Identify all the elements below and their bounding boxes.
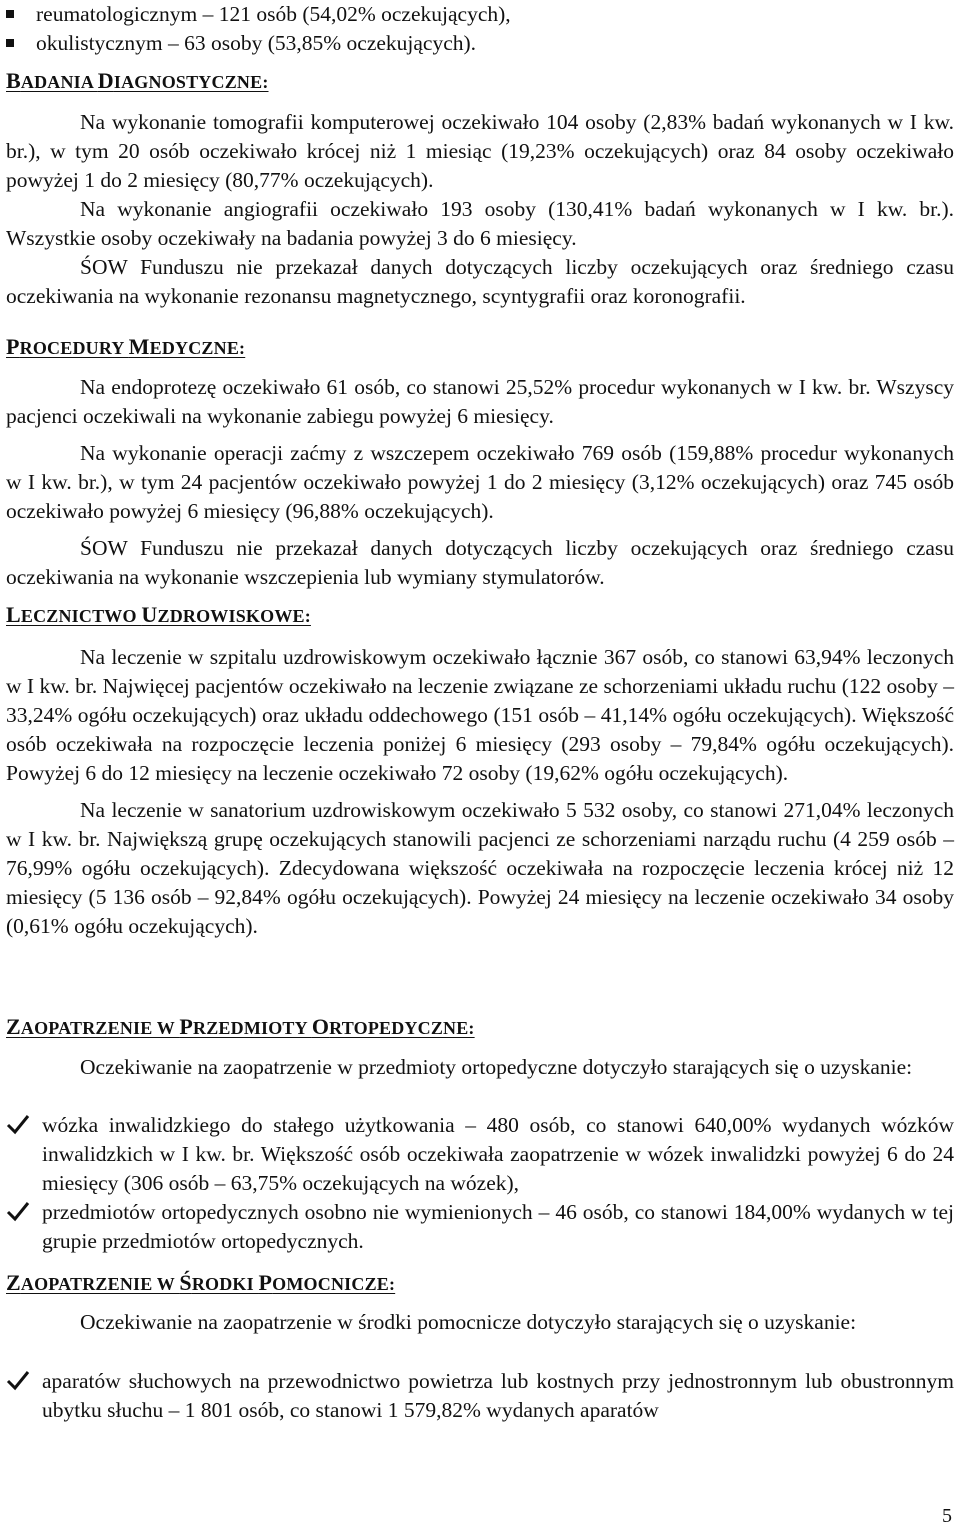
section-heading-ortopedyczne: ZAOPATRZENIE W PRZEDMIOTY ORTOPEDYCZNE: (6, 1014, 475, 1039)
checkmark-icon (6, 1369, 30, 1391)
paragraph: ŚOW Funduszu nie przekazał danych dotyczących liczby oczekujących oraz średniego czasu oczekiwania na wykonanie wszczepienia lub wymiany stymulatorów. (6, 536, 954, 589)
page-number: 5 (942, 1505, 952, 1527)
section-heading-procedury: PROCEDURY MEDYCZNE: (6, 334, 246, 359)
paragraph: Na leczenie w sanatorium uzdrowiskowym oczekiwało 5 532 osoby, co stanowi 271,04% leczonych w I kw. br. Największą grupę oczekujących stanowili pacjenci ze schorzeniami narządu ruchu (4 259 osób – 76,99% ogółu oczekujących). Zdecydowana większość oczekiwała na rozpoczęcie leczenia krócej niż 12 miesięcy (5 136 osób – 92,84% ogółu oczekujących). Powyżej 24 miesięcy na leczenie oczekiwało 34 osoby (0,61% ogółu oczekujących). (6, 798, 954, 938)
pomocnicze-intro (6, 1308, 954, 1337)
paragraph: Na wykonanie operacji zaćmy z wszczepem oczekiwało 769 osób (159,88% procedur wykonanych w I kw. br.), w tym 24 pacjentów oczekiwało powyżej 1 do 2 miesięcy (3,12% oczekujących) oraz 745 osób oczekiwało powyżej 6 miesięcy (96,88% oczekujących). (6, 441, 954, 523)
section-heading-lecznictwo: LECZNICTWO UZDROWISKOWE: (6, 602, 311, 627)
square-bullet-icon (6, 10, 14, 18)
paragraph: Na leczenie w szpitalu uzdrowiskowym oczekiwało łącznie 367 osób, co stanowi 63,94% leczonych w I kw. br. Najwięcej pacjentów oczekiwało na leczenie związane ze schorzeniami układu ruchu (122 osoby – 33,24% ogółu oczekujących) oraz układu oddechowego (151 osób – 41,14% ogółu oczekujących). Większość osób oczekiwała na rozpoczęcie leczenia poniżej 6 miesięcy (293 osoby – 79,84% ogółu oczekujących). Powyżej 6 do 12 miesięcy na leczenie oczekiwało 72 osoby (19,62% ogółu oczekujących). (6, 645, 954, 785)
paragraph: Oczekiwanie na zaopatrzenie w środki pomocnicze dotyczyło starających się o uzyskanie: (80, 1310, 857, 1334)
procedury-paragraphs (6, 373, 954, 592)
checkmark-icon (6, 1200, 30, 1222)
section-heading-badania: BADANIA DIAGNOSTYCZNE: (6, 68, 269, 93)
paragraph: Na endoprotezę oczekiwało 61 osób, co stanowi 25,52% procedur wykonanych w I kw. br. Wszyscy pacjenci oczekiwali na wykonanie zabiegu powyżej 6 miesięcy. (6, 375, 954, 428)
list-item: aparatów słuchowych na przewodnictwo powietrza lub kostnych przy jednostronnym lub obustronnym ubytku słuchu – 1 801 osób, co stanowi 1 579,82% wydanych aparatów (6, 1367, 954, 1425)
list-item: przedmiotów ortopedycznych osobno nie wymienionych – 46 osób, co stanowi 184,00% wydanych w tej grupie przedmiotów ortopedycznych. (6, 1198, 954, 1256)
lecznictwo-paragraphs (6, 643, 954, 941)
list-item: reumatologicznym – 121 osób (54,02% oczekujących), (6, 0, 954, 29)
badania-paragraphs (6, 108, 954, 311)
ortopedyczne-intro (6, 1053, 954, 1082)
checkmark-icon (6, 1113, 30, 1135)
list-item: okulistycznym – 63 osoby (53,85% oczekujących). (6, 29, 954, 58)
ortopedyczne-checklist (6, 1111, 954, 1256)
paragraph: Oczekiwanie na zaopatrzenie w przedmioty ortopedyczne dotyczyło starających się o uzyskanie: (80, 1055, 913, 1079)
pomocnicze-checklist (6, 1367, 954, 1425)
square-bullet-icon (6, 39, 14, 47)
list-item: wózka inwalidzkiego do stałego użytkowania – 480 osób, co stanowi 640,00% wydanych wózków inwalidzkich w I kw. br. Większość osób oczekiwała zaopatrzenie w wózek inwalidzki powyżej 6 do 24 miesięcy (306 osób – 63,75% oczekujących na wózek), (6, 1111, 954, 1198)
paragraph: Na wykonanie tomografii komputerowej oczekiwało 104 osoby (2,83% badań wykonanych w I kw. br.), w tym 20 osób oczekiwało krócej niż 1 miesiąc (19,23% oczekujących) oraz 84 osoby oczekiwało powyżej 1 do 2 miesięcy (80,77% oczekujących). (6, 110, 954, 192)
paragraph: Na wykonanie angiografii oczekiwało 193 osoby (130,41% badań wykonanych w I kw. br.). Wszystkie osoby oczekiwały na badania powyżej 3 do 6 miesięcy. (6, 197, 954, 250)
top-bullet-list (6, 0, 954, 58)
section-heading-pomocnicze: ZAOPATRZENIE W ŚRODKI POMOCNICZE: (6, 1270, 396, 1295)
paragraph: ŚOW Funduszu nie przekazał danych dotyczących liczby oczekujących oraz średniego czasu oczekiwania na wykonanie rezonansu magnetycznego, scyntygrafii oraz koronografii. (6, 255, 954, 308)
